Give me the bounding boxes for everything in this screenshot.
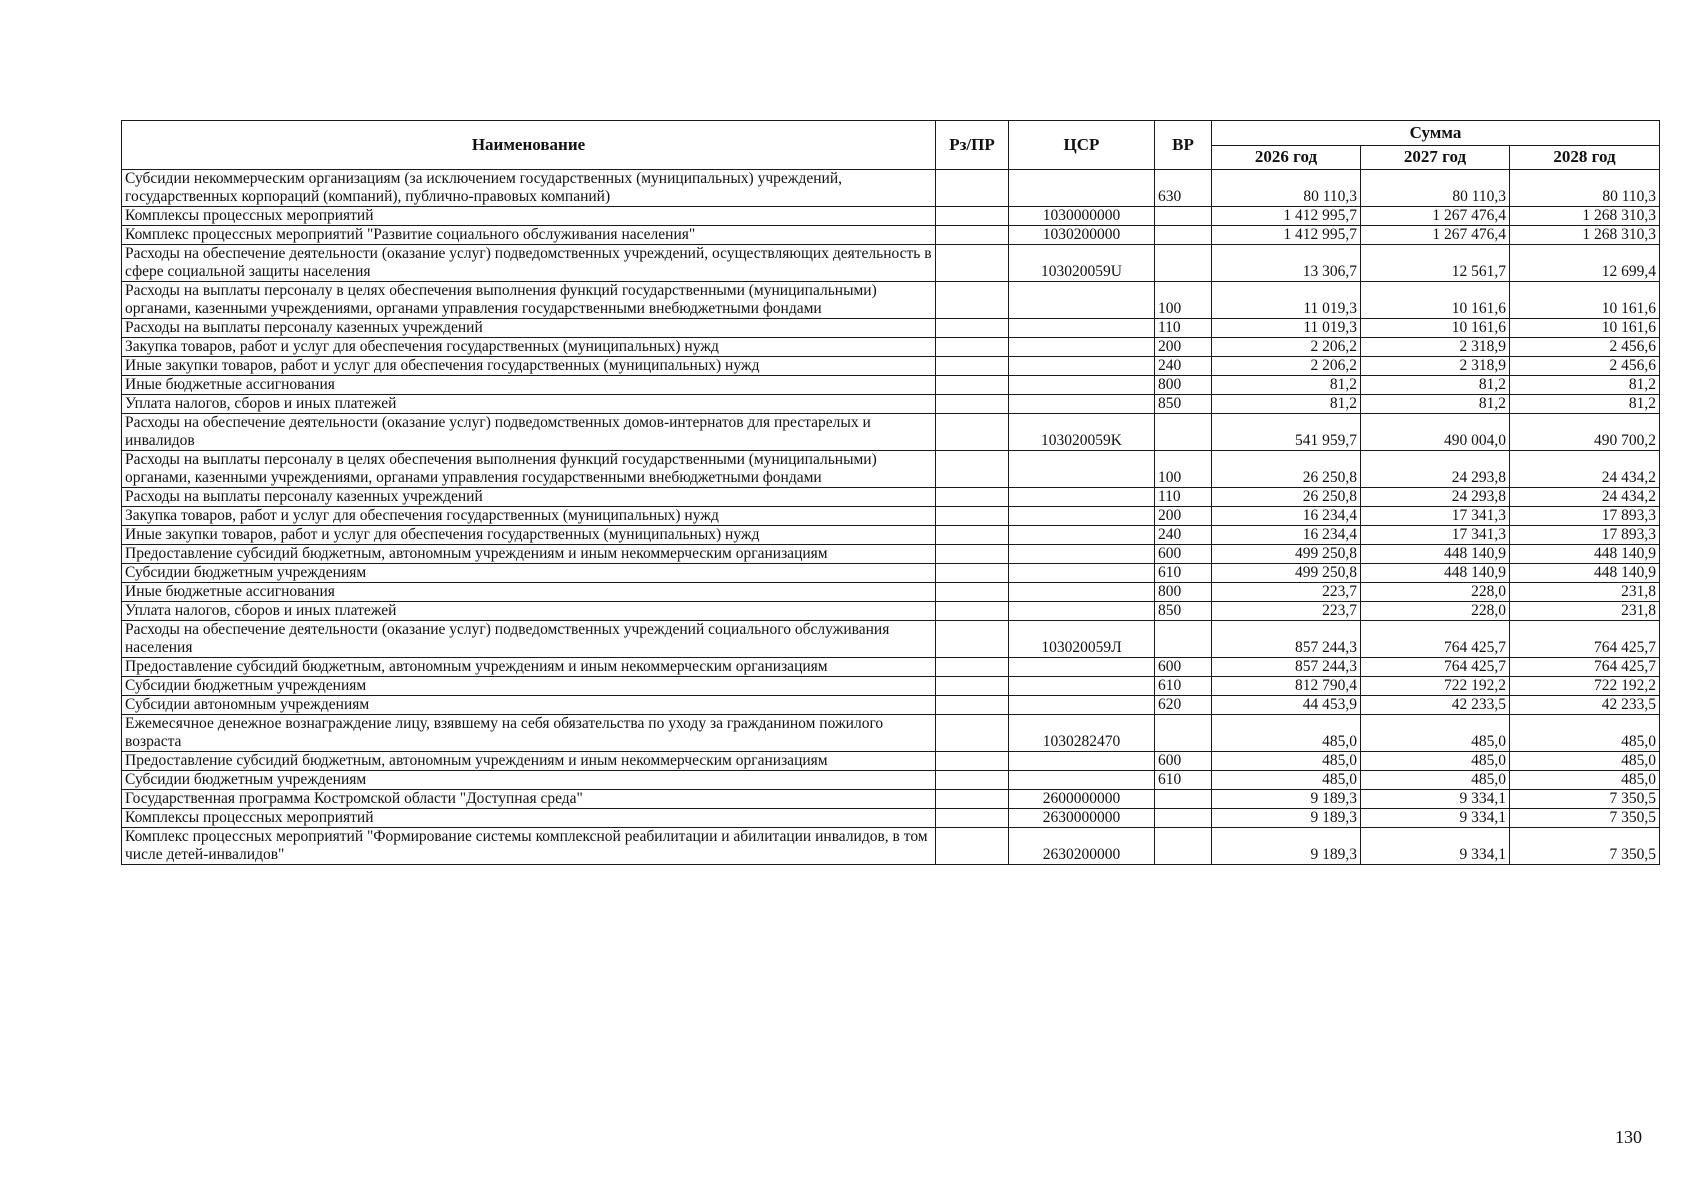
row-name: Комплексы процессных мероприятий — [122, 809, 936, 828]
row-amount-2028: 2 456,6 — [1510, 338, 1660, 357]
row-csr: 1030000000 — [1009, 207, 1155, 226]
row-csr — [1009, 564, 1155, 583]
row-amount-2027: 228,0 — [1361, 583, 1510, 602]
row-vr: 110 — [1155, 488, 1212, 507]
row-amount-2026: 80 110,3 — [1212, 170, 1361, 207]
row-amount-2026: 541 959,7 — [1212, 414, 1361, 451]
row-name: Комплекс процессных мероприятий "Формирование системы комплексной реабилитации и абилитации инвалидов, в том числе детей-инвалидов" — [122, 828, 936, 865]
page-number: 130 — [1615, 1127, 1642, 1147]
row-amount-2028: 485,0 — [1510, 752, 1660, 771]
table-row — [122, 488, 1660, 507]
row-amount-2027: 485,0 — [1361, 752, 1510, 771]
row-vr: 240 — [1155, 357, 1212, 376]
row-amount-2028: 7 350,5 — [1510, 828, 1660, 865]
row-amount-2026: 9 189,3 — [1212, 809, 1361, 828]
row-name: Комплекс процессных мероприятий "Развитие социального обслуживания населения" — [122, 226, 936, 245]
table-body — [122, 170, 1660, 865]
row-name: Расходы на обеспечение деятельности (оказание услуг) подведомственных домов-интернатов для престарелых и инвалидов — [122, 414, 936, 451]
table-row — [122, 376, 1660, 395]
header-rzpr: Рз/ПР — [936, 121, 1009, 170]
table-header — [122, 121, 1660, 170]
row-amount-2026: 499 250,8 — [1212, 564, 1361, 583]
row-vr — [1155, 715, 1212, 752]
row-amount-2026: 499 250,8 — [1212, 545, 1361, 564]
row-rzpr — [936, 507, 1009, 526]
row-rzpr — [936, 488, 1009, 507]
row-amount-2026: 1 412 995,7 — [1212, 226, 1361, 245]
row-amount-2028: 7 350,5 — [1510, 790, 1660, 809]
row-name: Субсидии бюджетным учреждениям — [122, 677, 936, 696]
row-amount-2028: 764 425,7 — [1510, 658, 1660, 677]
row-csr — [1009, 319, 1155, 338]
row-rzpr — [936, 245, 1009, 282]
table-row — [122, 658, 1660, 677]
row-amount-2027: 17 341,3 — [1361, 507, 1510, 526]
row-rzpr — [936, 715, 1009, 752]
row-csr — [1009, 507, 1155, 526]
row-amount-2026: 223,7 — [1212, 583, 1361, 602]
row-name: Предоставление субсидий бюджетным, автономным учреждениям и иным некоммерческим организациям — [122, 752, 936, 771]
row-amount-2027: 12 561,7 — [1361, 245, 1510, 282]
row-amount-2026: 812 790,4 — [1212, 677, 1361, 696]
row-rzpr — [936, 319, 1009, 338]
row-vr: 800 — [1155, 583, 1212, 602]
table-row — [122, 545, 1660, 564]
row-amount-2027: 9 334,1 — [1361, 828, 1510, 865]
row-rzpr — [936, 790, 1009, 809]
row-rzpr — [936, 809, 1009, 828]
row-name: Уплата налогов, сборов и иных платежей — [122, 602, 936, 621]
table-row — [122, 414, 1660, 451]
row-csr: 2630000000 — [1009, 809, 1155, 828]
row-rzpr — [936, 207, 1009, 226]
row-amount-2026: 44 453,9 — [1212, 696, 1361, 715]
row-amount-2028: 231,8 — [1510, 583, 1660, 602]
row-amount-2027: 42 233,5 — [1361, 696, 1510, 715]
row-vr: 600 — [1155, 658, 1212, 677]
row-vr: 100 — [1155, 451, 1212, 488]
row-vr: 800 — [1155, 376, 1212, 395]
row-csr: 103020059Л — [1009, 621, 1155, 658]
row-name: Субсидии некоммерческим организациям (за исключением государственных (муниципальных) учреждений, государственных корпораций (компаний), публично-правовых компаний) — [122, 170, 936, 207]
budget-document — [121, 120, 1659, 865]
table-row — [122, 564, 1660, 583]
row-csr: 1030200000 — [1009, 226, 1155, 245]
table-row — [122, 583, 1660, 602]
row-amount-2028: 7 350,5 — [1510, 809, 1660, 828]
row-csr — [1009, 752, 1155, 771]
row-csr — [1009, 395, 1155, 414]
row-rzpr — [936, 338, 1009, 357]
row-name: Расходы на выплаты персоналу казенных учреждений — [122, 319, 936, 338]
table-row — [122, 395, 1660, 414]
row-amount-2028: 24 434,2 — [1510, 451, 1660, 488]
table-row — [122, 790, 1660, 809]
row-vr: 600 — [1155, 752, 1212, 771]
header-year-2026: 2026 год — [1212, 145, 1361, 170]
row-csr — [1009, 602, 1155, 621]
row-name: Иные закупки товаров, работ и услуг для обеспечения государственных (муниципальных) нужд — [122, 526, 936, 545]
row-amount-2028: 231,8 — [1510, 602, 1660, 621]
row-rzpr — [936, 226, 1009, 245]
row-amount-2028: 490 700,2 — [1510, 414, 1660, 451]
row-amount-2028: 17 893,3 — [1510, 526, 1660, 545]
row-name: Субсидии бюджетным учреждениям — [122, 564, 936, 583]
row-amount-2028: 448 140,9 — [1510, 564, 1660, 583]
row-name: Комплексы процессных мероприятий — [122, 207, 936, 226]
row-amount-2026: 9 189,3 — [1212, 828, 1361, 865]
row-amount-2027: 81,2 — [1361, 395, 1510, 414]
row-name: Предоставление субсидий бюджетным, автономным учреждениям и иным некоммерческим организациям — [122, 658, 936, 677]
row-vr: 850 — [1155, 602, 1212, 621]
row-name: Ежемесячное денежное вознаграждение лицу, взявшему на себя обязательства по уходу за гражданином пожилого возраста — [122, 715, 936, 752]
row-csr: 2630200000 — [1009, 828, 1155, 865]
row-rzpr — [936, 395, 1009, 414]
row-amount-2026: 16 234,4 — [1212, 526, 1361, 545]
row-amount-2027: 81,2 — [1361, 376, 1510, 395]
row-vr: 110 — [1155, 319, 1212, 338]
row-csr: 103020059K — [1009, 414, 1155, 451]
row-amount-2027: 80 110,3 — [1361, 170, 1510, 207]
table-row — [122, 715, 1660, 752]
table-row — [122, 282, 1660, 319]
row-amount-2028: 17 893,3 — [1510, 507, 1660, 526]
row-amount-2028: 81,2 — [1510, 395, 1660, 414]
header-vr: ВР — [1155, 121, 1212, 170]
row-name: Государственная программа Костромской области "Доступная среда" — [122, 790, 936, 809]
row-vr: 850 — [1155, 395, 1212, 414]
row-csr — [1009, 376, 1155, 395]
row-csr: 2600000000 — [1009, 790, 1155, 809]
row-rzpr — [936, 621, 1009, 658]
table-row — [122, 226, 1660, 245]
row-amount-2027: 485,0 — [1361, 715, 1510, 752]
row-name: Субсидии автономным учреждениям — [122, 696, 936, 715]
row-csr: 1030282470 — [1009, 715, 1155, 752]
row-vr: 610 — [1155, 771, 1212, 790]
row-name: Закупка товаров, работ и услуг для обеспечения государственных (муниципальных) нужд — [122, 338, 936, 357]
row-amount-2026: 1 412 995,7 — [1212, 207, 1361, 226]
row-amount-2026: 26 250,8 — [1212, 488, 1361, 507]
row-amount-2028: 722 192,2 — [1510, 677, 1660, 696]
row-amount-2028: 1 268 310,3 — [1510, 226, 1660, 245]
row-amount-2027: 228,0 — [1361, 602, 1510, 621]
row-csr — [1009, 170, 1155, 207]
row-amount-2027: 448 140,9 — [1361, 564, 1510, 583]
row-vr — [1155, 207, 1212, 226]
header-year-2027: 2027 год — [1361, 145, 1510, 170]
table-row — [122, 677, 1660, 696]
row-amount-2026: 857 244,3 — [1212, 658, 1361, 677]
budget-table — [121, 120, 1660, 865]
row-amount-2028: 1 268 310,3 — [1510, 207, 1660, 226]
row-vr — [1155, 245, 1212, 282]
row-csr — [1009, 677, 1155, 696]
row-amount-2027: 10 161,6 — [1361, 282, 1510, 319]
row-amount-2027: 9 334,1 — [1361, 809, 1510, 828]
row-amount-2028: 2 456,6 — [1510, 357, 1660, 376]
row-amount-2027: 764 425,7 — [1361, 658, 1510, 677]
row-amount-2028: 448 140,9 — [1510, 545, 1660, 564]
row-name: Субсидии бюджетным учреждениям — [122, 771, 936, 790]
row-vr: 200 — [1155, 507, 1212, 526]
row-name: Расходы на обеспечение деятельности (оказание услуг) подведомственных учреждений, осуществляющих деятельность в сфере социальной защиты населения — [122, 245, 936, 282]
row-name: Расходы на обеспечение деятельности (оказание услуг) подведомственных учреждений социального обслуживания населения — [122, 621, 936, 658]
row-csr — [1009, 771, 1155, 790]
row-amount-2026: 26 250,8 — [1212, 451, 1361, 488]
row-vr — [1155, 809, 1212, 828]
row-rzpr — [936, 170, 1009, 207]
row-vr — [1155, 414, 1212, 451]
row-amount-2027: 24 293,8 — [1361, 488, 1510, 507]
row-csr — [1009, 488, 1155, 507]
table-row — [122, 170, 1660, 207]
table-row — [122, 771, 1660, 790]
row-rzpr — [936, 451, 1009, 488]
row-rzpr — [936, 771, 1009, 790]
row-rzpr — [936, 376, 1009, 395]
row-csr — [1009, 545, 1155, 564]
row-vr — [1155, 621, 1212, 658]
header-name: Наименование — [122, 121, 936, 170]
row-rzpr — [936, 677, 1009, 696]
table-row — [122, 245, 1660, 282]
row-rzpr — [936, 545, 1009, 564]
row-name: Иные бюджетные ассигнования — [122, 376, 936, 395]
row-amount-2026: 485,0 — [1212, 715, 1361, 752]
row-rzpr — [936, 282, 1009, 319]
row-csr — [1009, 357, 1155, 376]
row-amount-2026: 2 206,2 — [1212, 357, 1361, 376]
row-rzpr — [936, 357, 1009, 376]
table-row — [122, 451, 1660, 488]
row-amount-2028: 485,0 — [1510, 715, 1660, 752]
row-amount-2028: 81,2 — [1510, 376, 1660, 395]
row-amount-2027: 1 267 476,4 — [1361, 226, 1510, 245]
table-row — [122, 207, 1660, 226]
row-amount-2028: 12 699,4 — [1510, 245, 1660, 282]
row-csr — [1009, 526, 1155, 545]
row-name: Иные бюджетные ассигнования — [122, 583, 936, 602]
table-row — [122, 526, 1660, 545]
table-row — [122, 338, 1660, 357]
table-row — [122, 621, 1660, 658]
row-name: Уплата налогов, сборов и иных платежей — [122, 395, 936, 414]
row-amount-2027: 485,0 — [1361, 771, 1510, 790]
row-amount-2026: 9 189,3 — [1212, 790, 1361, 809]
row-rzpr — [936, 752, 1009, 771]
row-csr — [1009, 583, 1155, 602]
row-name: Расходы на выплаты персоналу казенных учреждений — [122, 488, 936, 507]
row-amount-2027: 448 140,9 — [1361, 545, 1510, 564]
row-amount-2026: 13 306,7 — [1212, 245, 1361, 282]
row-amount-2027: 764 425,7 — [1361, 621, 1510, 658]
row-vr: 600 — [1155, 545, 1212, 564]
row-csr — [1009, 282, 1155, 319]
table-row — [122, 319, 1660, 338]
row-amount-2027: 722 192,2 — [1361, 677, 1510, 696]
row-rzpr — [936, 828, 1009, 865]
table-row — [122, 828, 1660, 865]
row-rzpr — [936, 564, 1009, 583]
row-amount-2027: 2 318,9 — [1361, 357, 1510, 376]
row-amount-2028: 42 233,5 — [1510, 696, 1660, 715]
row-amount-2027: 10 161,6 — [1361, 319, 1510, 338]
row-rzpr — [936, 696, 1009, 715]
row-vr: 610 — [1155, 677, 1212, 696]
row-rzpr — [936, 414, 1009, 451]
row-amount-2027: 2 318,9 — [1361, 338, 1510, 357]
table-row — [122, 507, 1660, 526]
table-row — [122, 357, 1660, 376]
row-name: Расходы на выплаты персоналу в целях обеспечения выполнения функций государственными (муниципальными) органами, казенными учреждениями, органами управления государственными внебюджетными фондами — [122, 451, 936, 488]
row-amount-2026: 485,0 — [1212, 752, 1361, 771]
row-vr: 620 — [1155, 696, 1212, 715]
row-amount-2027: 17 341,3 — [1361, 526, 1510, 545]
row-amount-2028: 24 434,2 — [1510, 488, 1660, 507]
header-year-2028: 2028 год — [1510, 145, 1660, 170]
row-rzpr — [936, 526, 1009, 545]
row-amount-2027: 1 267 476,4 — [1361, 207, 1510, 226]
row-rzpr — [936, 658, 1009, 677]
row-vr: 610 — [1155, 564, 1212, 583]
row-amount-2028: 764 425,7 — [1510, 621, 1660, 658]
row-amount-2028: 485,0 — [1510, 771, 1660, 790]
row-vr — [1155, 828, 1212, 865]
row-name: Закупка товаров, работ и услуг для обеспечения государственных (муниципальных) нужд — [122, 507, 936, 526]
row-csr — [1009, 696, 1155, 715]
row-amount-2028: 80 110,3 — [1510, 170, 1660, 207]
row-amount-2026: 16 234,4 — [1212, 507, 1361, 526]
row-csr — [1009, 658, 1155, 677]
table-row — [122, 752, 1660, 771]
row-amount-2026: 81,2 — [1212, 376, 1361, 395]
row-name: Расходы на выплаты персоналу в целях обеспечения выполнения функций государственными (муниципальными) органами, казенными учреждениями, органами управления государственными внебюджетными фондами — [122, 282, 936, 319]
row-amount-2026: 223,7 — [1212, 602, 1361, 621]
row-csr — [1009, 338, 1155, 357]
row-vr: 630 — [1155, 170, 1212, 207]
row-amount-2026: 11 019,3 — [1212, 319, 1361, 338]
row-vr: 100 — [1155, 282, 1212, 319]
row-amount-2027: 9 334,1 — [1361, 790, 1510, 809]
table-row — [122, 809, 1660, 828]
row-name: Предоставление субсидий бюджетным, автономным учреждениям и иным некоммерческим организациям — [122, 545, 936, 564]
row-vr — [1155, 790, 1212, 809]
header-sum: Сумма — [1212, 121, 1660, 146]
row-amount-2027: 24 293,8 — [1361, 451, 1510, 488]
table-row — [122, 696, 1660, 715]
row-amount-2028: 10 161,6 — [1510, 282, 1660, 319]
row-amount-2027: 490 004,0 — [1361, 414, 1510, 451]
row-vr — [1155, 226, 1212, 245]
row-amount-2028: 10 161,6 — [1510, 319, 1660, 338]
row-rzpr — [936, 583, 1009, 602]
row-csr — [1009, 451, 1155, 488]
row-csr: 103020059U — [1009, 245, 1155, 282]
row-vr: 200 — [1155, 338, 1212, 357]
row-amount-2026: 11 019,3 — [1212, 282, 1361, 319]
row-rzpr — [936, 602, 1009, 621]
row-name: Иные закупки товаров, работ и услуг для обеспечения государственных (муниципальных) нужд — [122, 357, 936, 376]
table-row — [122, 602, 1660, 621]
row-vr: 240 — [1155, 526, 1212, 545]
row-amount-2026: 2 206,2 — [1212, 338, 1361, 357]
row-amount-2026: 81,2 — [1212, 395, 1361, 414]
row-amount-2026: 485,0 — [1212, 771, 1361, 790]
header-csr: ЦСР — [1009, 121, 1155, 170]
row-amount-2026: 857 244,3 — [1212, 621, 1361, 658]
